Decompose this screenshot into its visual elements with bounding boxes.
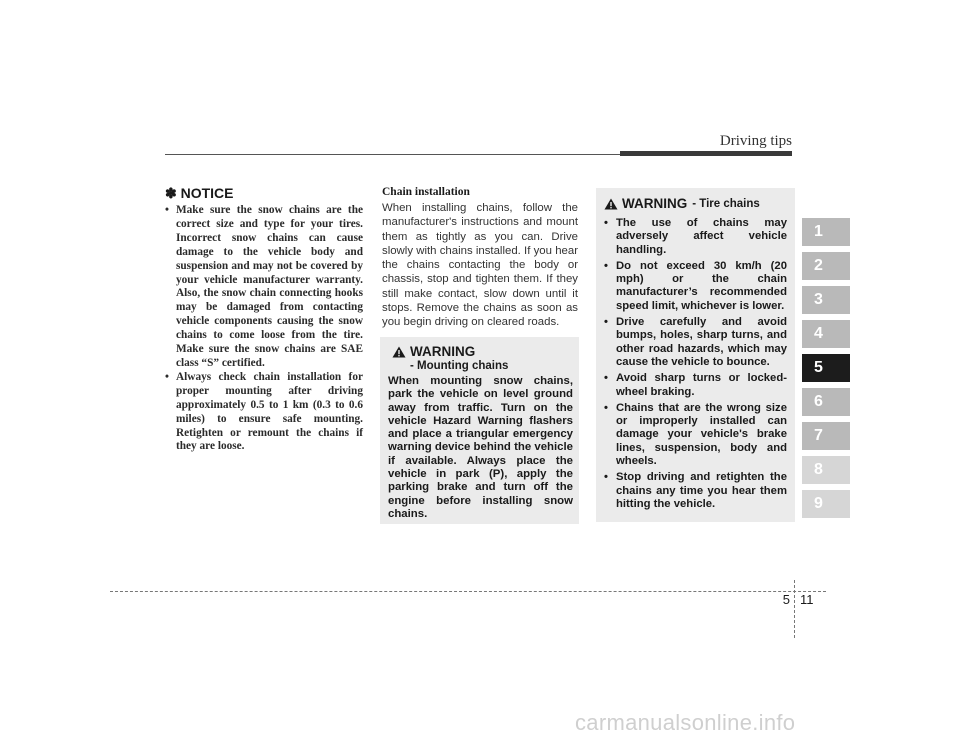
bullet-icon: • <box>604 471 608 484</box>
chapter-tab-8[interactable]: 8 <box>802 456 850 484</box>
footer-page-divider <box>794 580 795 638</box>
watermark: carmanualsonline.info <box>575 710 796 735</box>
header-rule-accent <box>620 151 792 156</box>
chapter-tab-7[interactable]: 7 <box>802 422 850 450</box>
notice-heading: ✽ NOTICE <box>165 185 234 201</box>
warning-list-item <box>604 260 787 313</box>
section-title: Driving tips <box>719 133 792 149</box>
chain-installation-section <box>382 186 578 330</box>
bullet-icon: • <box>604 217 608 229</box>
bullet-icon: • <box>604 316 608 329</box>
bullet-icon: • <box>165 370 169 383</box>
notice-item-text: Make sure the snow chains are the correct size and type for your tires. Incorrect snow chains can cause damage to the vehicle body and suspension and may not be covered by your vehicle manufacturer warranty. Also, the snow chain connecting hooks may be damaged from contacting vehicle components causing the snow chains to come loose from the tire. Make sure the snow chains are SAE class “S” certified. <box>176 204 363 369</box>
chain-installation-body: When installing chains, follow the manufacturer's instructions and mount them as tightly as you can. Drive slowly with chains installed. If you hear the chains contacting the body or chassis, stop and tighten them. If they still make contact, slow down until it stops. Remove the chains as soon as you begin driving on cleared roads. <box>382 202 578 329</box>
chapter-number: 5 <box>782 592 790 607</box>
warning-list-item <box>604 316 787 369</box>
warning-mounting-chains-box <box>380 337 579 524</box>
warning-tire-chains-box <box>596 188 795 522</box>
warning-item-text: Do not exceed 30 km/h (20 mph) or the chain manufacturer’s recommended speed limit, whichever is lower. <box>616 259 787 312</box>
footer-divider <box>110 591 826 592</box>
chapter-tab-1[interactable]: 1 <box>802 218 850 246</box>
notice-item-text: Always check chain installation for proper mounting after driving approximately 0.5 to 1 km (0.3 to 0.6 miles) to ensure safe mounting. Retighten or remount the chains if they are loose. <box>176 370 363 453</box>
warning-list-item <box>604 217 787 257</box>
warning-subtitle: - Mounting chains <box>410 360 509 372</box>
bullet-icon: • <box>604 401 608 414</box>
chapter-tab-9[interactable]: 9 <box>802 490 850 518</box>
warning-item-text: Stop driving and retighten the chains any time you hear them hitting the vehicle. <box>616 471 787 510</box>
notice-section <box>165 185 363 454</box>
warning-subtitle: - Tire chains <box>692 197 760 210</box>
warning-title-row <box>392 344 573 359</box>
warning-list-item <box>604 471 787 511</box>
warning-triangle-icon <box>392 346 406 358</box>
notice-list <box>165 204 363 454</box>
warning-title: WARNING <box>622 196 688 211</box>
warning-item-text: The use of chains may adversely affect vehicle handling. <box>616 217 787 256</box>
chapter-tab-2[interactable]: 2 <box>802 252 850 280</box>
bullet-icon: • <box>604 259 608 272</box>
notice-item <box>165 204 363 371</box>
chapter-tab-3[interactable]: 3 <box>802 286 850 314</box>
chain-installation-heading: Chain installation <box>382 186 470 198</box>
warning-item-text: Chains that are the wrong size or improperly installed can damage your vehicle's brake lines, suspension, body and wheels. <box>616 401 787 468</box>
warning-title: WARNING <box>410 344 476 359</box>
chapter-tab-6[interactable]: 6 <box>802 388 850 416</box>
chapter-tab-5[interactable]: 5 <box>802 354 850 382</box>
warning-item-text: Avoid sharp turns or locked-wheel braking. <box>616 372 787 398</box>
warning-triangle-icon <box>604 198 618 210</box>
warning-item-text: Drive carefully and avoid bumps, holes, sharp turns, and other road hazards, which may cause the vehicle to bounce. <box>616 316 787 368</box>
warning-list-item <box>604 402 787 468</box>
warning-body: When mounting snow chains, park the vehicle on level ground away from traffic. Turn on the vehicle Hazard Warning flashers and place a triangular emergency warning device behind the vehicle if available. Always place the vehicle in park (P), apply the parking brake and turn off the engine before installing snow chains. <box>388 375 573 520</box>
chapter-tabs <box>802 218 850 524</box>
page-number: 11 <box>800 592 814 607</box>
bullet-icon: • <box>165 204 169 216</box>
warning-title-row <box>604 196 787 211</box>
chapter-tab-4[interactable]: 4 <box>802 320 850 348</box>
notice-item <box>165 371 363 454</box>
warning-list <box>604 217 787 511</box>
bullet-icon: • <box>604 372 608 385</box>
warning-list-item <box>604 372 787 399</box>
